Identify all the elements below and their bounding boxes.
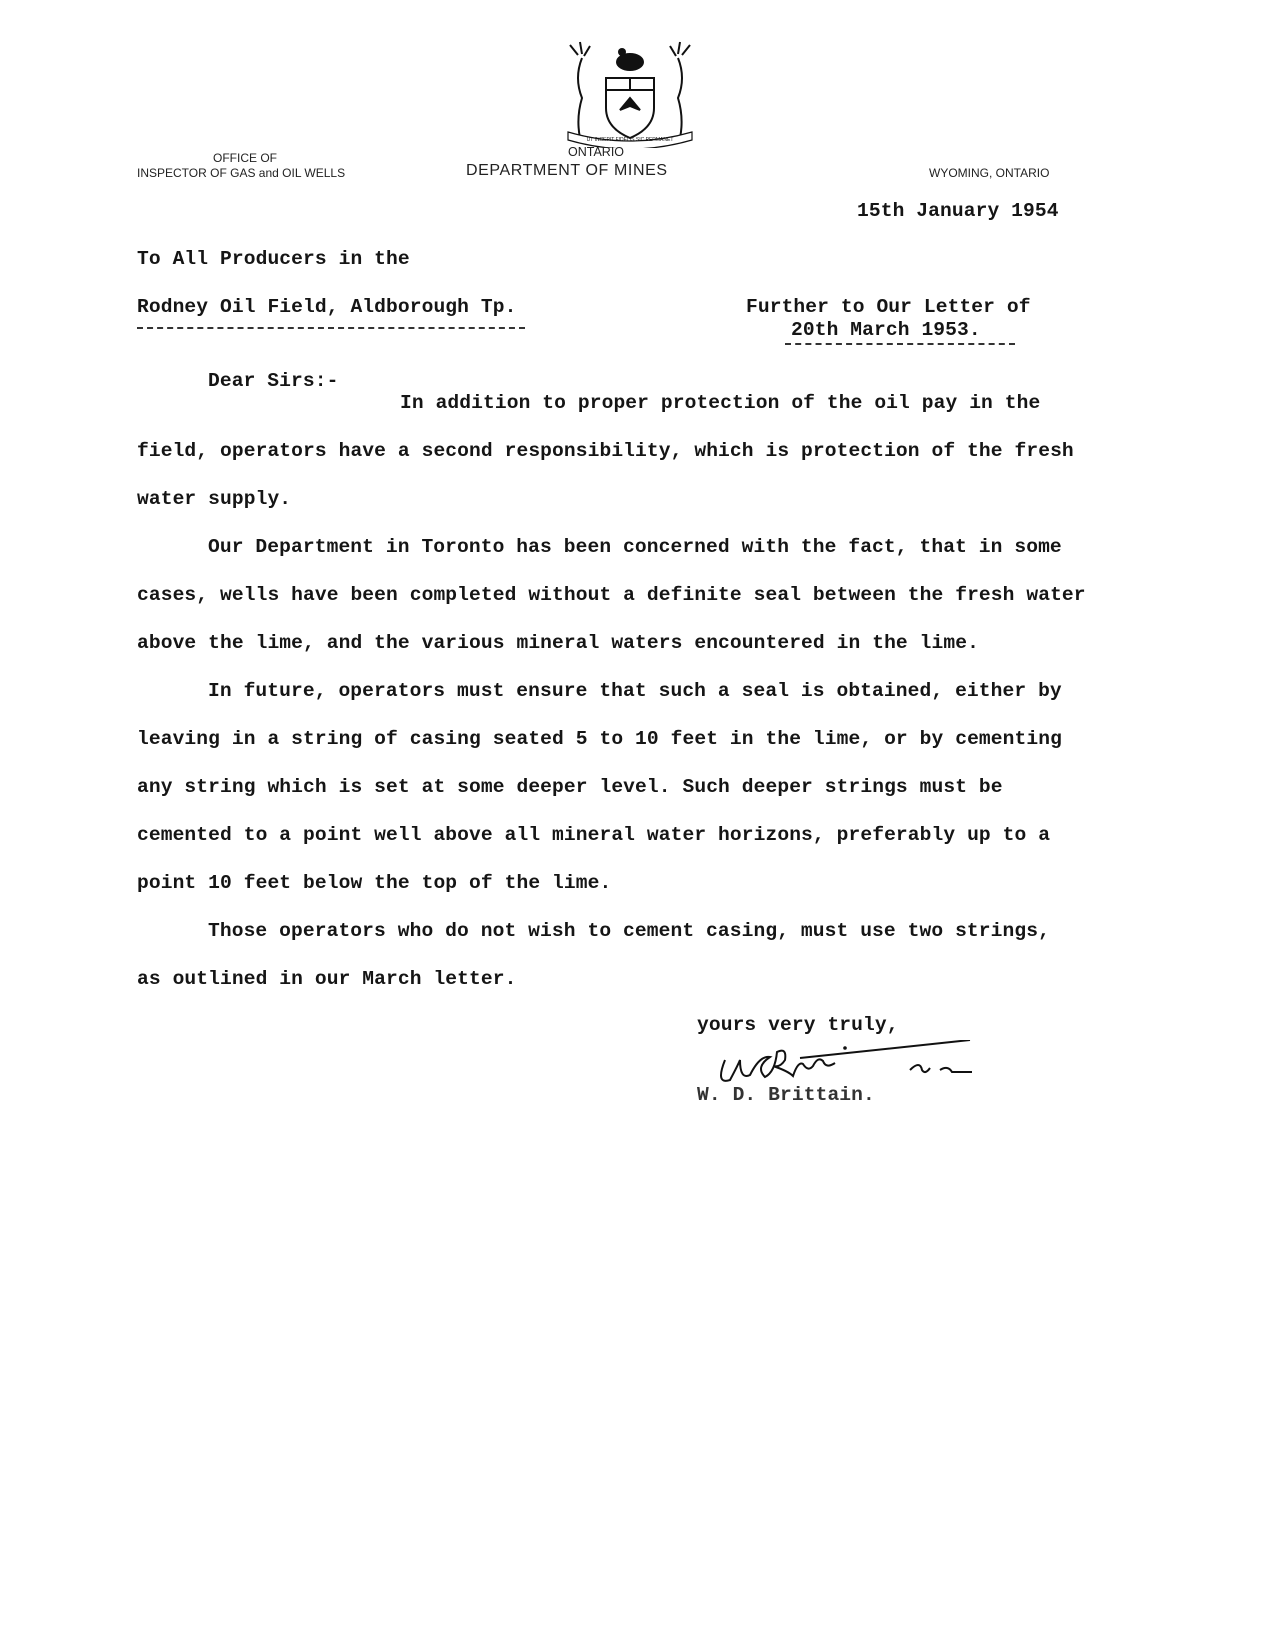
salutation: Dear Sirs:-	[208, 370, 339, 392]
body-line: In future, operators must ensure that such a seal is obtained, either by	[208, 680, 1062, 702]
body-line: any string which is set at some deeper level. Such deeper strings must be	[137, 776, 1003, 798]
office-location: WYOMING, ONTARIO	[929, 166, 1050, 180]
body-line: water supply.	[137, 488, 292, 510]
office-label: OFFICE OF	[213, 151, 277, 165]
recipient-line-2: Rodney Oil Field, Aldborough Tp.	[137, 296, 517, 318]
crest-motto: UT INCEPIT FIDELIS SIC PERMANET	[586, 137, 674, 143]
body-line: leaving in a string of casing seated 5 to 10 feet in the lime, or by cementing	[137, 728, 1062, 750]
signer-name: W. D. Brittain.	[697, 1084, 875, 1106]
province-label: ONTARIO	[568, 145, 625, 159]
closing: yours very truly,	[697, 1014, 899, 1036]
body-line: Those operators who do not wish to cement casing, must use two strings,	[208, 920, 1050, 942]
reference-underline	[785, 343, 1015, 345]
recipient-underline	[137, 327, 525, 329]
ontario-coat-of-arms-logo	[560, 40, 700, 148]
reference-line-2: 20th March 1953.	[791, 319, 981, 341]
body-line: In addition to proper protection of the oil pay in the	[400, 392, 1041, 414]
letter-date: 15th January 1954	[857, 200, 1059, 222]
body-line: cases, wells have been completed without a definite seal between the fresh water	[137, 584, 1086, 606]
office-title: INSPECTOR OF GAS and OIL WELLS	[137, 166, 346, 180]
recipient-line-1: To All Producers in the	[137, 248, 410, 270]
body-line: above the lime, and the various mineral waters encountered in the lime.	[137, 632, 979, 654]
body-line: Our Department in Toronto has been concerned with the fact, that in some	[208, 536, 1062, 558]
body-line: point 10 feet below the top of the lime.	[137, 872, 612, 894]
body-line: field, operators have a second responsibility, which is protection of the fresh	[137, 440, 1074, 462]
handwritten-signature	[705, 1040, 985, 1090]
department-name: DEPARTMENT OF MINES	[466, 162, 668, 179]
body-line: as outlined in our March letter.	[137, 968, 517, 990]
body-line: cemented to a point well above all mineral water horizons, preferably up to a	[137, 824, 1051, 846]
reference-line-1: Further to Our Letter of	[746, 296, 1031, 318]
